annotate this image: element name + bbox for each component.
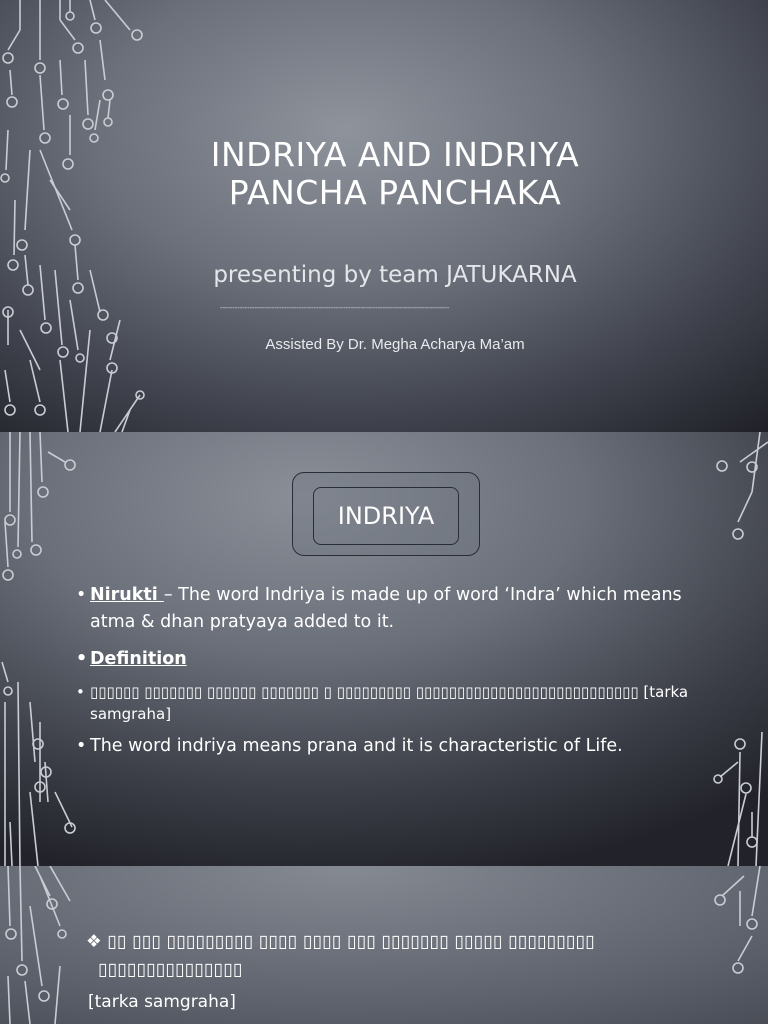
slide-title [95,136,695,212]
indriya-slide [0,432,768,866]
circuit-decoration-left [0,0,768,432]
bullet-list [76,582,716,760]
nirukti-label: Nirukti [90,585,164,605]
sanskrit-verse [86,928,726,984]
sanskrit-slide [0,866,768,1024]
diamond-bullet-icon: ❖ [86,932,102,952]
title-slide [0,0,768,432]
nirukti-text: – The word Indriya is made up of word ‘Indra’ which means atma & dhan pratyaya added to it. [90,585,682,632]
verse-reference: [tarka samgraha] [88,992,236,1012]
title-line-2: PANCHA PANCHAKA [228,173,562,212]
slide-heading: INDRIYA [313,487,459,545]
title-line-1: INDRIYA AND INDRIYA [210,135,580,174]
bullet-sanskrit-definition: • ▯▯▯▯▯▯ ▯▯▯▯▯▯▯ ▯▯▯▯▯▯ ▯▯▯▯▯▯▯ ▯ ▯▯▯▯▯▯▯▯▯ ▯▯▯▯▯▯▯▯▯▯▯▯▯▯▯▯▯▯▯▯▯▯▯▯▯▯▯ [tarka samgraha] [76,681,716,725]
verse-line-2: ▯▯▯▯▯▯▯▯▯▯▯▯▯▯▯ [98,960,243,980]
assisted-by-text: Assisted By Dr. Megha Acharya Ma’am [265,336,525,353]
slide-subtitle: presenting by team JATUKARNA [213,262,577,288]
dashed-divider: --------------------------------------------------------------------------------------------- [220,303,450,312]
bullet-definition: • Definition [76,646,716,673]
bullet-nirukti [76,582,716,636]
bullet-prana: • The word indriya means prana and it is characteristic of Life. [76,733,716,760]
verse-line-1: ▯▯ ▯▯▯ ▯▯▯▯▯▯▯▯▯ ▯▯▯▯ ▯▯▯▯ ▯▯▯ ▯▯▯▯▯▯▯ ▯▯▯▯▯ ▯▯▯▯▯▯▯▯▯ [107,932,595,952]
